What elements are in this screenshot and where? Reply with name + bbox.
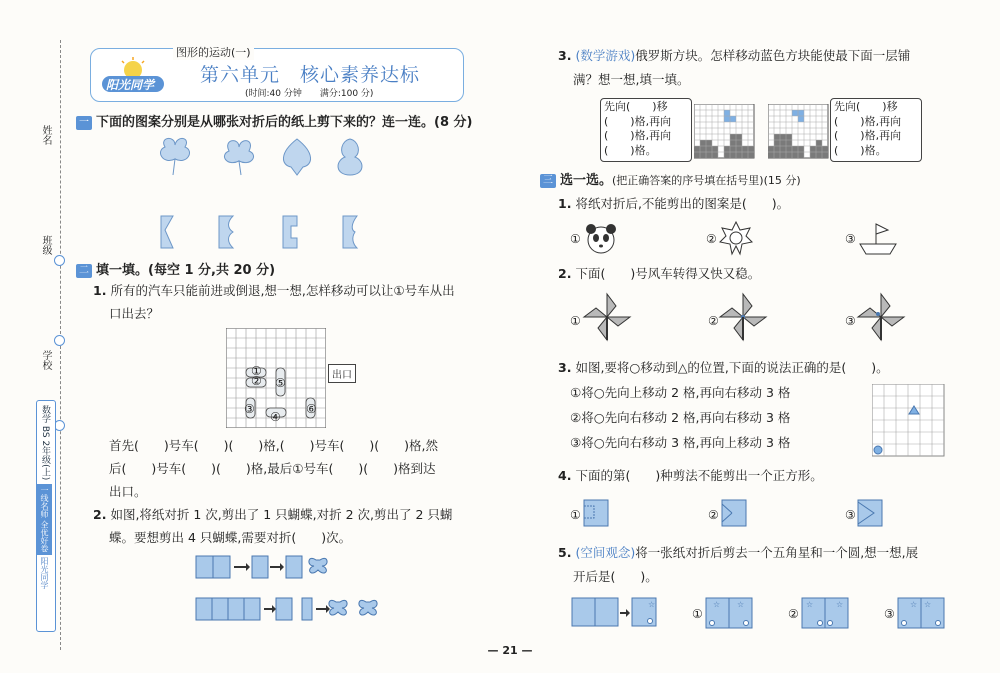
butterfly-illustration [194,554,394,630]
option-label: ② [706,232,717,246]
svg-text:☆: ☆ [924,600,932,609]
binding-hole [54,255,65,266]
sailboat-icon [858,220,898,256]
school-label: 学校 [40,350,51,370]
car-label: ④ [270,410,281,424]
s3-q2: 2. 下面( )号风车转得又快又稳。 [558,266,761,281]
unit-meta: (时间:40 分钟 满分:100 分) [245,89,374,99]
cloud-shape-1 [160,138,189,175]
s2-q1-fill2: 后( )号车( )( )格,最后①号车( )( )格到达 [109,461,436,476]
option-label: ① [692,607,703,621]
svg-text:☆: ☆ [910,600,918,609]
tetris-grid-1 [694,104,756,160]
series-label: 一线名师 全优好卷 [37,484,52,555]
unit-title: 第六单元 核心素养达标 [200,64,421,86]
binding-hole [54,335,65,346]
sidebar-strip [36,400,56,632]
s3-q3-option-2: ②将○先向右移动 2 格,再向右移动 3 格 [570,410,791,425]
star-paper-steps [570,594,660,630]
subject-label: 数学 BS 2年级(上) [40,405,50,481]
option-label: ② [708,508,719,522]
s2-q1-line1: 1. 所有的汽车只能前进或倒退,想一想,怎样移动可以让①号车从出 [93,283,455,298]
folded-papers [155,214,375,250]
svg-text:☆: ☆ [648,600,656,609]
cut-shapes [155,135,375,177]
option-label: ③ [884,607,895,621]
pinwheel-icon-1 [582,292,632,342]
section3-heading: 三 选一选。(把正确答案的序号填在括号里)(15 分) [540,172,801,189]
exit-sign: 出口 [328,364,356,383]
svg-text:☆: ☆ [713,600,721,609]
r-q3-line1: 3. (数学游戏)俄罗斯方块。怎样移动蓝色方块能使最下面一层铺 [558,48,911,63]
svg-text:☆: ☆ [806,600,814,609]
s2-q1-fill1: 首先( )号车( )( )格,( )号车( )( )格,然 [109,438,438,453]
r-q3-line2: 满？想一想,填一填。 [573,72,690,87]
car-label: ① [251,364,262,378]
s3-q5-tag: (空间观念) [575,545,636,560]
cut-option-3 [856,498,886,528]
parking-grid [226,328,326,428]
section1-badge: 一 [76,116,92,130]
option-label: ② [708,314,719,328]
s2-q2-line1: 2. 如图,将纸对折 1 次,剪出了 1 只蝴蝶,对折 2 次,剪出了 2 只蝴 [93,507,453,522]
s3-q4: 4. 下面的第( )种剪法不能剪出一个正方形。 [558,468,823,483]
unfold-option-3 [896,596,946,630]
car-label: ② [251,374,262,388]
tetris-answer-box-1: 先向( )移 ( )格,再向 ( )格,再向 ( )格。 [600,98,692,162]
s3-q5-line1: 5. (空间观念)将一张纸对折后剪去一个五角星和一个圆,想一想,展 [558,545,919,560]
pinwheel-icon-3 [856,292,906,342]
option-label: ③ [845,508,856,522]
s3-q5-line2: 开后是( )。 [573,569,658,584]
option-label: ③ [845,314,856,328]
page-number: — 21 — [487,644,533,657]
unit-subtitle: 图形的运动(一) [173,44,254,60]
brand-text: 阳光同学 [106,78,155,92]
s2-q2-line2: 蝶。要想剪出 4 只蝴蝶,需要对折( )次。 [109,530,352,545]
club-shape [224,141,253,175]
s2-q1-fill3: 出口。 [109,484,147,499]
sun-icon [718,220,754,256]
cut-option-2 [720,498,750,528]
gourd-shape [338,139,362,175]
tetris-answer-box-2: 先向( )移 ( )格,再向 ( )格,再向 ( )格。 [830,98,922,162]
car-label: ⑥ [306,402,317,416]
cut-option-1 [582,498,612,528]
s3-q3: 3. 如图,要将○移动到△的位置,下面的说法正确的是( )。 [558,360,889,375]
section2-heading [76,262,275,279]
svg-text:☆: ☆ [836,600,844,609]
option-label: ① [570,314,581,328]
section3-badge: 三 [540,174,556,188]
pinwheel-icon-2 [718,292,768,342]
name-label: 姓名 [40,125,51,145]
spade-shape [283,139,310,175]
car-label: ③ [244,402,255,416]
s3-q1: 1. 将纸对折后,不能剪出的图案是( )。 [558,196,790,211]
section2-badge: 二 [76,264,92,278]
option-label: ③ [845,232,856,246]
section1-heading [76,114,472,131]
section1-title: 下面的图案分别是从哪张对折后的纸上剪下来的？连一连。(8 分) [96,115,473,130]
unfold-option-1 [704,596,754,630]
tetris-grid-2 [768,104,830,160]
panda-icon [584,222,618,256]
s3-q3-option-1: ①将○先向上移动 2 格,再向右移动 3 格 [570,385,791,400]
s3-q3-option-3: ③将○先向右移动 3 格,再向上移动 3 格 [570,435,791,450]
option-label: ② [788,607,799,621]
section2-title: 填一填。(每空 1 分,共 20 分) [96,263,276,278]
option-label: ① [570,232,581,246]
option-label: ① [570,508,581,522]
r-q3-tag: (数学游戏) [575,48,636,63]
brand-logo [98,56,168,96]
s2-q1-line2: 口出去？ [109,306,160,321]
unfold-option-2 [800,596,850,630]
class-label: 班级 [40,235,51,255]
svg-text:☆: ☆ [737,600,745,609]
car-label: ⑤ [275,376,286,390]
brand-label: 阳光同学 [40,556,49,589]
move-grid [872,384,946,458]
